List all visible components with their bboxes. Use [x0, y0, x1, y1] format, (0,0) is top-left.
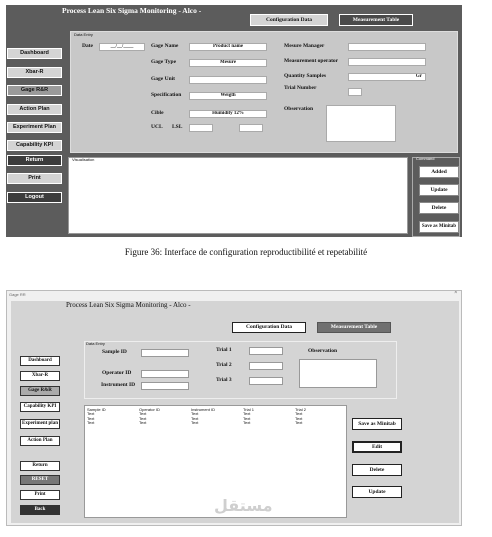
figure-caption: Figure 36: Interface de configuration reproductibilité et repetabilité [124, 247, 368, 257]
sidebar-item-action-plan[interactable]: Action Plan [20, 436, 60, 446]
column-header: Trial 1 [243, 407, 254, 412]
tab-configuration-data[interactable]: Configuration Data [250, 14, 328, 26]
quantity-samples-label: Quantity Samples [284, 73, 327, 79]
data-entry-label: Data Entry [74, 32, 93, 37]
sidebar-item-gage-rr[interactable]: Gage R&R [7, 85, 62, 96]
grid-column-sample-id [87, 408, 106, 426]
gage-type-field[interactable]: Mesure [189, 59, 267, 67]
trial-2-field[interactable] [249, 362, 283, 370]
measurement-operator-field[interactable] [348, 58, 426, 66]
observation-textarea[interactable] [326, 105, 396, 142]
grid-cell[interactable]: Text [243, 415, 251, 421]
gage-rr-main [11, 301, 459, 523]
print-button[interactable]: Print [7, 173, 62, 184]
save-as-minitab-button[interactable]: Save as Minitab [419, 221, 459, 233]
grid-cell[interactable]: Text [191, 411, 199, 417]
gage-unit-field[interactable] [189, 76, 267, 84]
grid-column-trial-2 [295, 408, 306, 426]
gage-name-field[interactable]: Product name [189, 43, 267, 51]
measure-manager-field[interactable] [348, 43, 426, 51]
sidebar-item-dashboard[interactable]: Dashboard [7, 48, 62, 59]
gage-name-label: Gage Name [151, 43, 179, 49]
trial-1-label: Trial 1 [216, 347, 232, 353]
grid-column-instrument-id [191, 408, 215, 426]
cible-label: Cible [151, 110, 164, 116]
tab-measurement-table[interactable]: Measurement Table [317, 322, 391, 333]
gage-unit-label: Gage Unit [151, 76, 175, 82]
grid-cell[interactable]: Text [87, 420, 95, 426]
edit-button[interactable]: Edit [352, 441, 402, 453]
trial-3-field[interactable] [249, 377, 283, 385]
column-header: Operator ID [139, 407, 160, 412]
sidebar-item-experiment-plan[interactable]: Experiment plan [20, 419, 60, 429]
trial-1-field[interactable] [249, 347, 283, 355]
gage-rr-window [6, 290, 462, 526]
sidebar-item-dashboard[interactable]: Dashboard [20, 356, 60, 366]
ucl-field[interactable] [189, 124, 213, 132]
ucl-label: UCL [151, 124, 163, 130]
gage-type-label: Gage Type [151, 59, 177, 65]
date-field[interactable]: __/__/____ [99, 43, 145, 51]
operator-id-field[interactable] [141, 370, 189, 378]
observation-label: Observation [284, 106, 314, 112]
instrument-id-label: Instrument ID [101, 382, 136, 388]
visualisation-label: Visualisation [72, 157, 95, 162]
grid-cell[interactable]: Text [295, 420, 303, 426]
added-button[interactable]: Added [419, 166, 459, 178]
gage-config-window [6, 5, 462, 237]
sidebar-item-xbar-r[interactable]: Xbar-R [7, 67, 62, 78]
grid-cell[interactable]: Text [191, 420, 199, 426]
command-label: Command [416, 156, 435, 161]
grid-column-trial-1 [243, 408, 254, 426]
cible-field[interactable]: Humidity 12% [189, 110, 267, 118]
grid-cell[interactable]: Text [139, 415, 147, 421]
date-label: Date [82, 43, 93, 49]
quantity-samples-field[interactable]: Gr [348, 73, 426, 81]
grid-cell[interactable]: Text [87, 415, 95, 421]
data-entry-label: Data Entry [86, 341, 105, 346]
grid-cell[interactable]: Text [87, 411, 95, 417]
return-button[interactable]: Return [7, 155, 62, 166]
sidebar-item-capability-kpi[interactable]: Capability KPI [7, 140, 62, 151]
trial-number-label: Trial Number [284, 85, 317, 91]
print-button[interactable]: Print [20, 490, 60, 500]
grid-cell[interactable]: Text [243, 411, 251, 417]
observation-label: Observation [308, 348, 338, 354]
tab-measurement-table[interactable]: Measurement Table [339, 14, 413, 26]
lsl-field[interactable] [239, 124, 263, 132]
grid-cell[interactable]: Text [139, 411, 147, 417]
column-header: Trial 2 [295, 407, 306, 412]
sidebar-item-action-plan[interactable]: Action Plan [7, 104, 62, 115]
trial-number-field[interactable] [348, 88, 362, 96]
trial-2-label: Trial 2 [216, 362, 232, 368]
specification-label: Specification [151, 92, 182, 98]
save-as-minitab-button[interactable]: Save as Minitab [352, 418, 402, 430]
update-button[interactable]: Update [352, 486, 402, 498]
trial-3-label: Trial 3 [216, 377, 232, 383]
delete-button[interactable]: Delete [352, 464, 402, 476]
close-icon[interactable]: × [454, 290, 458, 296]
observation-textarea[interactable] [299, 359, 377, 388]
return-button[interactable]: Return [20, 461, 60, 471]
tab-configuration-data[interactable]: Configuration Data [232, 322, 306, 333]
grid-cell[interactable]: Text [295, 415, 303, 421]
column-header: Instrument ID [191, 407, 216, 412]
sample-id-label: Sample ID [102, 349, 127, 355]
sidebar-item-capability-kpi[interactable]: Capability KPI [20, 402, 60, 412]
measure-manager-label: Mesure Manager [284, 43, 325, 49]
sidebar-item-experiment-plan[interactable]: Experiment Plan [7, 122, 62, 133]
instrument-id-field[interactable] [141, 382, 189, 390]
sidebar-item-xbar-r[interactable]: Xbar-R [20, 371, 60, 381]
delete-button[interactable]: Delete [419, 202, 459, 214]
column-header: Sample ID [87, 407, 106, 412]
specification-field[interactable]: Weigth [189, 92, 267, 100]
grid-cell[interactable]: Text [243, 420, 251, 426]
grid-cell[interactable]: Text [295, 411, 303, 417]
lsl-label: LSL [172, 124, 183, 130]
reset-button[interactable]: RESET [20, 475, 60, 485]
measurement-operator-label: Measurement operator [284, 58, 339, 64]
grid-cell[interactable]: Text [139, 420, 147, 426]
grid-cell[interactable]: Text [191, 415, 199, 421]
visualisation-panel[interactable] [68, 157, 408, 234]
sidebar-item-gage-rr[interactable]: Gage R&R [20, 386, 60, 396]
logout-button[interactable]: Logout [7, 192, 62, 203]
operator-id-label: Operator ID [102, 370, 132, 376]
app-title: Process Lean Six Sigma Monitoring - Alco - [66, 301, 191, 309]
back-button[interactable]: Back [20, 505, 60, 515]
update-button[interactable]: Update [419, 184, 459, 196]
app-title: Process Lean Six Sigma Monitoring - Alco - [62, 6, 202, 15]
window-title: Gage RR [9, 292, 26, 297]
sample-id-field[interactable] [141, 349, 189, 357]
grid-column-operator-id [139, 408, 160, 426]
watermark-logo: مستقل [214, 496, 273, 515]
